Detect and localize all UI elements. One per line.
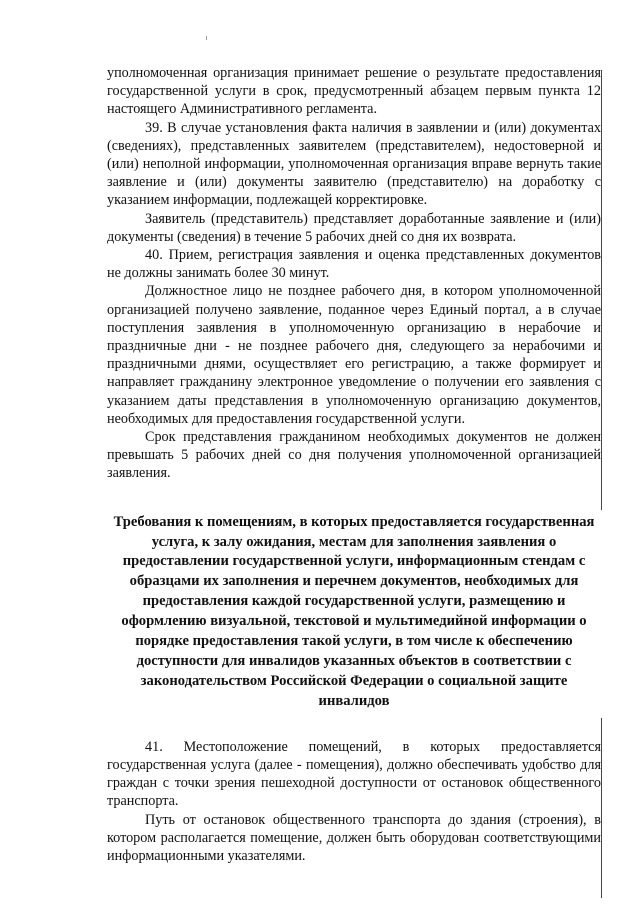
scan-mark (206, 36, 207, 40)
paragraph-official-registration: Должностное лицо не позднее рабочего дня, в котором уполномоченной организацией получено заявление, поданное через Единый портал, а в случае поступления заявления в уполномоченную организацию в нерабочие и праздничные дни - не позднее рабочего дня, следующего за нерабочими и праздничными днями, осуществляет его регистрацию, а также формирует и направляет гражданину электронное уведомление о получении его заявления с указанием даты представления в уполномоченную организацию документов, необходимых для предоставления государственной услуги. (107, 283, 601, 427)
paragraph-continuation: уполномоченная организация принимает решение о результате предоставления государственной услуги в срок, предусмотренный абзацем первым пункта 12 настоящего Административного регламента. (107, 65, 601, 118)
paragraph-item-39: 39. В случае установления факта наличия в заявлении и (или) документах (сведениях), представленных заявителем (представителем), недостоверной и (или) неполной информации, уполномоченная организация вправе вернуть такие заявление и (или) документы заявителю (представителю) на доработку с указанием информации, подлежащей корректировке. (107, 119, 601, 209)
paragraph-item-41: 41. Местоположение помещений, в которых предоставляется государственная услуга (далее - помещения), должно обеспечивать удобство для граждан с точки зрения пешеходной доступности от остановок общественного транспорта. (107, 738, 601, 810)
paragraph-applicant-resubmission: Заявитель (представитель) представляет доработанные заявление и (или) документы (сведения) в течение 5 рабочих дней со дня их возврата. (107, 210, 601, 245)
paragraph-submission-deadline: Срок представления гражданином необходимых документов не должен превышать 5 рабочих дней со дня получения уполномоченной организацией заявления. (107, 429, 601, 482)
spacer (107, 712, 601, 738)
document-page (107, 64, 601, 865)
scan-edge-line-bottom (601, 718, 602, 898)
paragraph-item-40: 40. Прием, регистрация заявления и оценка представленных документов не должны занимать более 30 минут. (107, 247, 601, 282)
paragraph-transport-route: Путь от остановок общественного транспорта до здания (строения), в котором располагается помещение, должен быть оборудован соответствующими информационными указателями. (107, 811, 601, 864)
spacer (107, 483, 601, 513)
scan-edge-line-top (601, 70, 602, 510)
section-heading: Требования к помещениям, в которых предоставляется государственная услуга, к залу ожидания, местам для заполнения заявления о предоставлении государственной услуги, информационным стендам с образцами их заполнения и перечнем документов, необходимых для предоставления каждой государственной услуги, размещению и оформлению визуальной, текстовой и мультимедийной информации о порядке предоставления такой услуги, в том числе к обеспечению доступности для инвалидов указанных объектов в соответствии с законодательством Российской Федерации о социальной защите инвалидов (113, 513, 595, 709)
